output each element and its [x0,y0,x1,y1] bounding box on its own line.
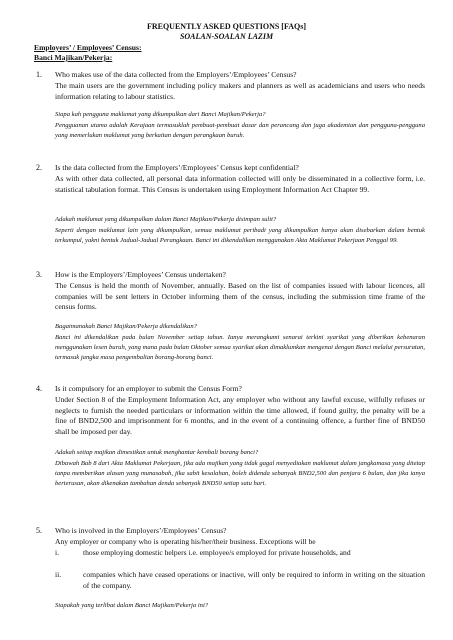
faq-3-question: How is the Employers’/Employees’ Census undertaken? [55,270,226,279]
faq-1-question-ms: Siapa kah pengguna maklumat yang dikumpulkan dari Banci Majikan/Pekerja? [55,111,266,118]
faq-4-question: Is it compulsory for an employer to submit the Census Form? [55,384,242,393]
faq-5-list-marker-1: i. [55,548,60,557]
section-title-en: Employers’ / Employees’ Census: [34,43,142,52]
faq-2-number: 2. [36,163,42,172]
faq-2-answer-ms: Seperti dengan maklumat lain yang dikumpulkan, semua maklumat peribadi yang dikumpulkan hanya akan disebarkan dalam bentuk terkumpul, yakni bentuk Jadual-Jadual Perangkaan. Banci ini dikendalikan menggunakan Akta Maklumat Pekerjaan Penggal 99. [55,227,425,244]
faq-1-number: 1. [36,70,42,79]
faq-2-question: Is the data collected from the Employers’/Employees’ Census kept confidential? [55,163,299,172]
page-subtitle: SOALAN-SOALAN LAZIM [179,32,274,41]
faq-4-number: 4. [36,384,42,393]
faq-3-answer: The Census is held the month of November, annually. Based on the list of companies issued with labour licences, all companies will be sent letters in October informing them of the census, including the submission time frame of the census forms. [55,281,425,311]
faq-4-question-ms: Adakah setiap majikan dimestikan untuk menghantar kembali borang banci? [55,449,259,456]
faq-1-answer-ms: Pengguanan utama adalah Kerajaan termasuklah pembuat-pembuat dasar dan perancang dan juga akademian dan pengguna-pengguna yang memerlukan maklumat yang berkaitan dengan perangkaan buruh. [55,122,425,139]
faq-2-answer: As with other data collected, all personal data information collected will only be disseminated in a collective form, i.e. statistical tabulation format. This Census is undertaken using Employment Information Act Chapter 99. [55,174,425,194]
faq-2-question-ms: Adakah maklumat yang dikumpulkan dalam Banci Majikan/Pekerja disimpan sulit? [55,216,277,223]
faq-3-answer-ms: Banci ini dikendalikan pada bulan November setiap tahun. Ianya merangkumi senarai terkini syarikat yang diberikan kebenaran menggunakan lesen buruh, yang mana pada bulan Oktober semua syarikat akan dimaklumkan mengenai dengan Banci melalui persuratan, termasuk jangka masa pengembalian borang-borang banci. [55,334,425,361]
faq-5-list-marker-2: ii. [55,570,62,579]
page-title: FREQUENTLY ASKED QUESTIONS [FAQs] [146,22,307,31]
faq-5-list-item-2: companies which have ceased operations or inactive, will only be required to inform in writing on the situation of the company. [83,570,425,590]
faq-5-number: 5. [36,526,42,535]
faq-1-question: Who makes use of the data collected from the Employers’/Employees’ Census? [55,70,297,79]
faq-3-question-ms: Bagaimanakah Banci Majikan/Pekerja dikendalikan? [55,323,197,330]
faq-4-answer-ms: Dibawah Bab 8 dari Akta Maklumat Pekerjaan, jika ada majikan yang tidak gagal menyediakan maklumat dalam jangkamasa yang ditetap tanpa memberikan alasan yang munasabah, jika sabit kesalahan, boleh didenda sebanyak BND2,500 dan penjara 6 bulan, dan jika ianya berterusan, akan dikenakan tambahan denda sebanyak BND50 setiap satu hari. [55,460,425,487]
faq-5-list-item-1: those employing domestic helpers i.e. employee/s employed for private households, and [83,548,351,557]
faq-5-question-ms: Siapakah yang terlibat dalam Banci Majikan/Pekerja ini? [55,602,209,609]
section-title-ms: Banci Majikan/Pekerja: [34,53,113,62]
faq-5-question: Who is involved in the Employers’/Employees’ Census? [55,526,227,535]
faq-5-answer: Any employer or company who is operating his/her/their business. Exceptions will be [55,537,316,546]
faq-3-number: 3. [36,270,42,279]
faq-4-answer: Under Section 8 of the Employment Information Act, any employer who without any lawful excuse, wilfully refuses or neglects to furnish the needed particulars or information within the time allowed, if found guilty, the penalty will be a fine of BND2,500 and imprisonment for 6 months, and in the event of a continuing offence, a further fine of BND50 shall be imposed per day. [55,395,425,436]
faq-1-answer: The main users are the government including policy makers and planners as well as academicians and users who needs information relating to labour statistics. [55,81,425,101]
